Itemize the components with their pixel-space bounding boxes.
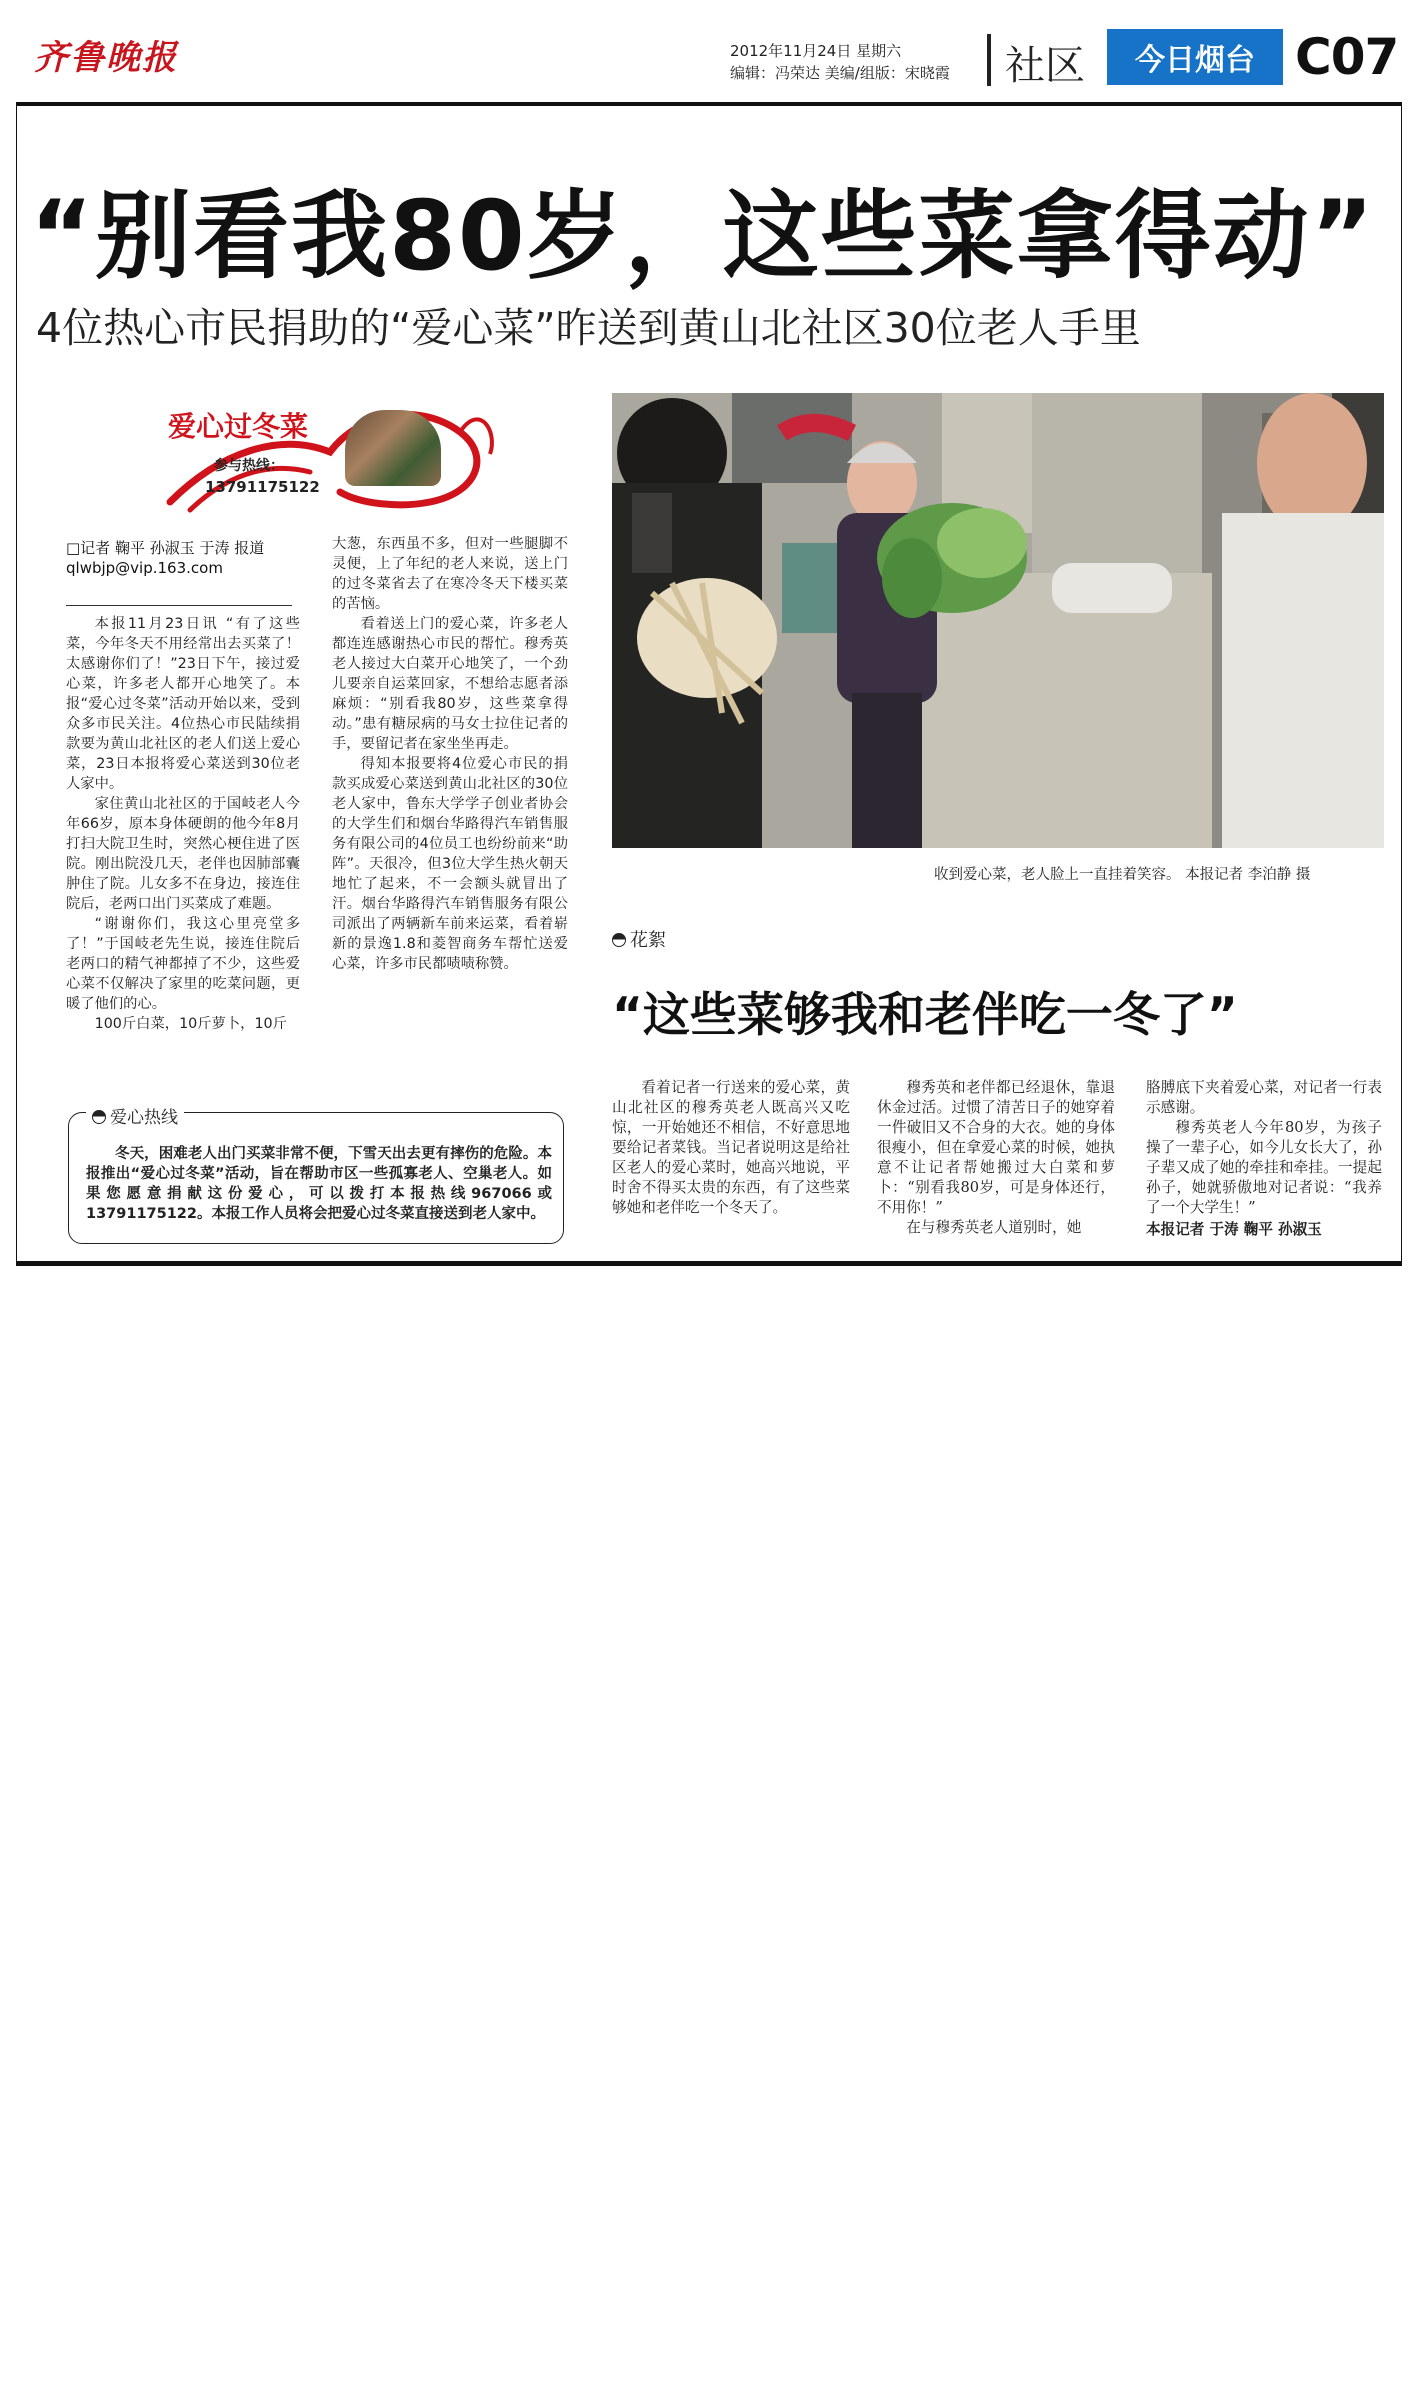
article-column-2 — [332, 534, 568, 1074]
paragraph: 得知本报要将4位爱心市民的捐款买成爱心菜送到黄山北社区的30位老人家中，鲁东大学学子创业者协会的大学生们和烟台华路得汽车销售服务有限公司的4位员工也纷纷前来“助阵”。天很冷，但3位大学生热火朝天地忙了起来，不一会额头就冒出了汗。烟台华路得汽车销售服务有限公司派出了两辆新车前来运菜，看着崭新的景逸1.8和菱智商务车帮忙送爱心菜，许多市民都啧啧称赞。 — [332, 756, 568, 972]
paragraph: 本报11月23日讯 “有了这些菜，今年冬天不用经常出去买菜了！太感谢你们了！”23日下午，接过爱心菜，许多老人都开心地笑了。本报“爱心过冬菜”活动开始以来，受到众多市民关注。4位热心市民陆续捐款要为黄山北社区的老人们送上爱心菜，23日本报将爱心菜送到30位老人家中。 — [66, 616, 300, 792]
sidebar-tag-label: 花絮 — [630, 930, 666, 951]
sidebar-tag — [612, 926, 666, 952]
campaign-hotline-label: 参与热线： — [214, 458, 284, 474]
photo-caption: 收到爱心菜，老人脸上一直挂着笑容。 本报记者 李泊静 摄 — [934, 867, 1311, 883]
hotline-tag-label: 爱心热线 — [110, 1108, 178, 1128]
paragraph: 看着送上门的爱心菜，许多老人都连连感谢热心市民的帮忙。穆秀英老人接过大白菜开心地笑了，一个劲儿要亲自运菜回家，不想给志愿者添麻烦：“别看我80岁，这些菜拿得动。”患有糖尿病的马女士拉住记者的手，要留记者在家坐坐再走。 — [332, 616, 568, 752]
hotline-text: 冬天，困难老人出门买菜非常不便，下雪天出去更有摔伤的危险。本报推出“爱心过冬菜”活动，旨在帮助市区一些孤寡老人、空巢老人。如果您愿意捐献这份爱心，可以拨打本报热线967066或13791175122。本报工作人员将会把爱心过冬菜直接送到老人家中。 — [86, 1146, 552, 1222]
byline-text: □记者 鞠平 孙淑玉 于涛 报道 — [66, 539, 265, 557]
campaign-photo — [345, 410, 441, 486]
paragraph: 100斤白菜，10斤萝卜，10斤 — [94, 1016, 287, 1032]
byline — [66, 538, 296, 578]
page-subtitle: 4位热心市民捐助的“爱心菜”昨送到黄山北社区30位老人手里 — [36, 304, 1141, 352]
paragraph: 家住黄山北社区的于国岐老人今年66岁，原本身体硬朗的他今年8月打扫大院卫生时，突然心梗住进了医院。刚出院没几天，老伴也因肺部囊肿住了院。儿女多不在身边，接连住院后，老两口出门买菜成了难题。 — [66, 796, 300, 912]
editor-line: 编辑：冯荣达 美编/组版：宋晓霞 — [730, 64, 950, 82]
news-photo — [612, 393, 1384, 848]
page-number: C07 — [1295, 28, 1399, 86]
campaign-hotline-number: 13791175122 — [205, 478, 320, 496]
paragraph: 胳膊底下夹着爱心菜，对记者一行表示感谢。 — [1146, 1079, 1382, 1116]
reporter-credit: 本报记者 于涛 鞠平 孙淑玉 — [1146, 1221, 1322, 1238]
bullet-icon — [92, 1110, 106, 1124]
sidebar-column-3 — [1146, 1078, 1382, 1248]
paragraph: 看着记者一行送来的爱心菜，黄山北社区的穆秀英老人既高兴又吃惊，一开始她还不相信，不好意思地要给记者菜钱。当记者说明这是给社区老人的爱心菜时，她高兴地说，平时舍不得买太贵的东西，有了这些菜够她和老伴吃一个冬天了。 — [612, 1079, 850, 1216]
email-link[interactable]: qlwbjp@vip.163.com — [66, 559, 223, 577]
paragraph: “谢谢你们，我这心里亮堂多了！”于国岐老先生说，接连住院后老两口的精气神都掉了不少，这些爱心菜不仅解决了家里的吃菜问题，更暖了他们的心。 — [66, 916, 300, 1012]
date-line: 2012年11月24日 星期六 — [730, 42, 902, 60]
byline-rule — [66, 605, 292, 606]
issue-meta — [730, 40, 950, 84]
article-column-1 — [66, 614, 300, 1048]
sidebar-headline: “这些菜够我和老伴吃一冬了” — [612, 988, 1238, 1043]
page-title: “别看我80岁，这些菜拿得动” — [30, 180, 1376, 292]
bullet-icon — [612, 933, 626, 947]
sidebar-column-2 — [877, 1078, 1115, 1248]
campaign-title: 爱心过冬菜 — [168, 410, 309, 443]
hotline-tag — [86, 1103, 184, 1128]
today-yantai-badge: 今日烟台 — [1107, 29, 1283, 85]
newspaper-logo: 齐鲁晚报 — [34, 38, 178, 78]
section-name: 社区 — [1005, 43, 1085, 89]
paragraph: 穆秀英老人今年80岁，为孩子操了一辈子心，如今儿女长大了，孙子辈又成了她的牵挂和牵挂。一提起孙子，她就骄傲地对记者说：“我养了一个大学生！” — [1146, 1119, 1382, 1216]
paragraph: 在与穆秀英老人道别时，她 — [906, 1219, 1082, 1236]
paragraph: 大葱，东西虽不多，但对一些腿脚不灵便，上了年纪的老人来说，送上门的过冬菜省去了在寒冷冬天下楼买菜的苦恼。 — [332, 536, 568, 612]
paragraph: 穆秀英和老伴都已经退休，靠退休金过活。过惯了清苦日子的她穿着一件破旧又不合身的大衣。她的身体很瘦小，但在拿爱心菜的时候，她执意不让记者帮她搬过大白菜和萝卜：“别看我80岁，可是身体还行，不用你！” — [877, 1079, 1115, 1216]
section-divider — [987, 34, 991, 86]
sidebar-column-1 — [612, 1078, 850, 1248]
